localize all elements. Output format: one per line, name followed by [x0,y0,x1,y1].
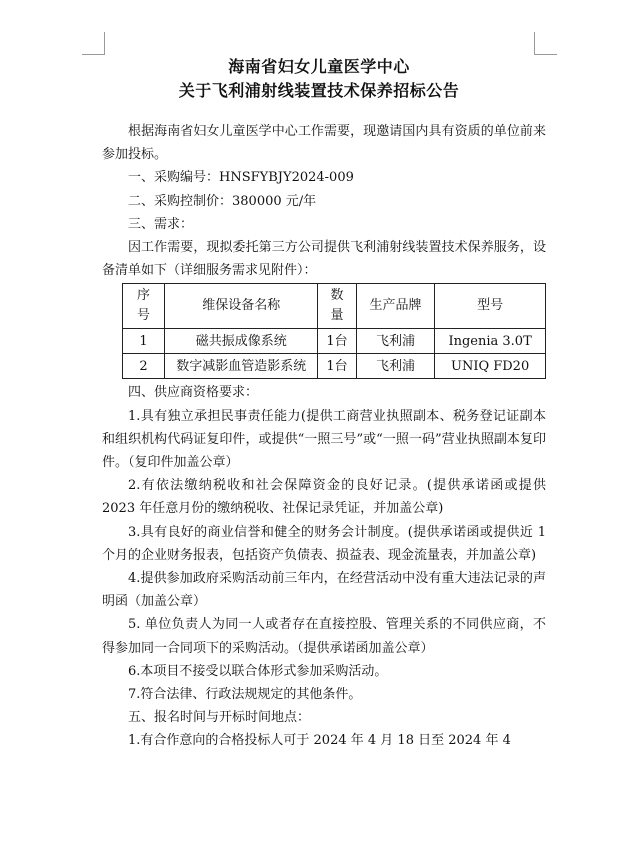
registration-item-1: 1.有合作意向的合格投标人可于 2024 年 4 月 18 日至 2024 年 4 [128,733,511,749]
table-header-row [123,284,546,329]
doc-title-line1: 海南省妇女儿童医学中心 [228,57,410,76]
control-price: 二、采购控制价：380000 元/年 [128,193,317,209]
cell-quantity: 1台 [318,354,356,379]
cell-model: Ingenia 3.0T [435,329,546,354]
doc-body [102,120,546,753]
header-model: 型号 [435,284,546,329]
qualification-item-6: 6.本项目不接受以联合体形式参加采购活动。 [128,663,388,679]
crop-mark-top-right [534,32,557,55]
qualification-item-3: 3.具有良好的商业信誉和健全的财务会计制度。(提供承诺函或提供近 1 个月的企业财务报表，包括资产负债表、损益表、现金流量表，并加盖公章) [102,524,546,563]
qualification-item-2: 2.有依法缴纳税收和社会保障资金的良好记录。(提供承诺函或提供 2023 年任意月份的缴纳税收、社保记录凭证，并加盖公章) [102,478,546,517]
header-quantity: 数 量 [318,284,356,329]
qualification-item-7: 7.符合法律、行政法规规定的其他条件。 [128,687,362,703]
cell-model: UNIQ FD20 [435,354,546,379]
header-device: 维保设备名称 [165,284,318,329]
cell-device: 数字减影血管造影系统 [165,354,318,379]
cell-brand: 飞利浦 [356,354,435,379]
cell-brand: 飞利浦 [356,329,435,354]
table-row [123,354,546,379]
header-brand: 生产品牌 [356,284,435,329]
cell-seq: 1 [123,329,165,354]
cell-seq: 2 [123,354,165,379]
registration-heading: 五、报名时间与开标时间地点： [128,710,311,726]
cell-device: 磁共振成像系统 [165,329,318,354]
qualification-item-4: 4.提供参加政府采购活动前三年内，在经营活动中没有重大违法记录的声明函（加盖公章） [102,571,546,610]
intro-paragraph: 根据海南省妇女儿童医学中心工作需要，现邀请国内具有资质的单位前来参加投标。 [102,124,546,163]
doc-title-line2: 关于飞利浦射线装置技术保养招标公告 [178,81,460,100]
requirements-text: 因工作需要，现拟委托第三方公司提供飞利浦射线装置技术保养服务，设备清单如下（详细服务需求见附件）： [102,240,546,279]
header-seq: 序 号 [123,284,165,329]
qualification-item-5: 5. 单位负责人为同一人或者存在直接控股、管理关系的不同供应商，不得参加同一合同项下的采购活动。（提供承诺函加盖公章） [102,617,546,656]
crop-mark-top-left [82,32,105,55]
requirements-heading: 三、需求： [128,216,194,232]
equipment-table [122,283,546,379]
procurement-number: 一、采购编号：HNSFYBJY2024-009 [128,170,354,186]
qualification-heading: 四、供应商资格要求： [128,385,259,401]
cell-quantity: 1台 [318,329,356,354]
table-row [123,329,546,354]
qualification-item-1: 1.具有独立承担民事责任能力(提供工商营业执照副本、税务登记证副本和组织机构代码证复印件，或提供“一照三号”或“一照一码”营业执照副本复印件。（复印件加盖公章） [102,408,546,471]
